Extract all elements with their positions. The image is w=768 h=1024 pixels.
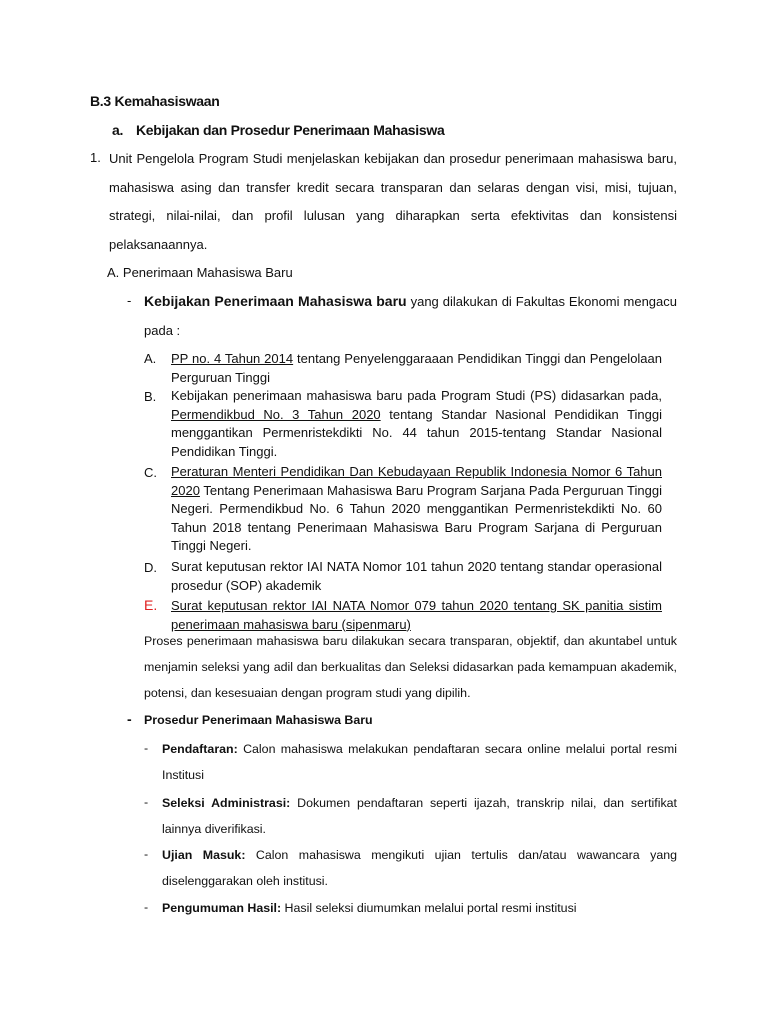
ref-e-link[interactable]: Surat keputusan rektor IAI NATA Nomor 079 tahun 2020 tentang SK panitia sistim penerimaan mahasiswa baru (sipenmaru): [171, 598, 662, 632]
step-2-text: [162, 790, 677, 842]
part-a-label: A. Penerimaan Mahasiswa Baru: [107, 265, 293, 280]
ref-b-marker: B.: [144, 389, 157, 404]
ref-d-text: Surat keputusan rektor IAI NATA Nomor 101 tahun 2020 tentang standar operasional prosedur (SOP) akademik: [171, 559, 662, 593]
step-3-dash: -: [144, 847, 149, 861]
ref-c-text: [171, 463, 662, 556]
ref-d-marker: D.: [144, 560, 157, 575]
section-title: B.3 Kemahasiswaan: [90, 93, 220, 109]
step-3-label: Ujian Masuk:: [162, 848, 246, 862]
step-1-text: [162, 736, 677, 788]
step-1-dash: -: [144, 741, 149, 755]
ref-e-marker: E.: [144, 597, 158, 613]
kebijakan-dash: -: [127, 293, 132, 308]
ref-c-marker: C.: [144, 465, 157, 480]
subsection-title: Kebijakan dan Prosedur Penerimaan Mahasiswa: [136, 122, 445, 138]
kebijakan-paragraph: [144, 287, 677, 345]
ref-b-text: [171, 387, 662, 461]
subsection-marker: a.: [112, 122, 124, 138]
item-1-marker: 1.: [90, 150, 101, 165]
step-2-dash: -: [144, 795, 149, 809]
ref-b-pre: Kebijakan penerimaan mahasiswa baru pada Program Studi (PS) didasarkan pada,: [171, 388, 662, 403]
step-2-desc: Dokumen pendaftaran seperti ijazah, transkrip nilai, dan sertifikat lainnya diverifikasi.: [162, 796, 677, 836]
item-1-text: Unit Pengelola Program Studi menjelaskan kebijakan dan prosedur penerimaan mahasiswa baru, mahasiswa asing dan transfer kredit secara transparan dan selaras dengan visi, misi, tujuan, strategi, nilai-nilai, dan profil lulusan yang diharapkan serta efektivitas dan konsistensi pelaksanaannya.: [109, 151, 677, 252]
step-4-dash: -: [144, 900, 149, 914]
ref-b-rest: tentang Standar Nasional Pendidikan Tinggi menggantikan Permenristekdikti No. 44 tahun 2015-tentang Standar Nasional Pendidikan Tinggi.: [171, 406, 662, 459]
step-1-desc: Calon mahasiswa melakukan pendaftaran secara online melalui portal resmi Institusi: [162, 742, 677, 782]
ref-b-link[interactable]: Permendikbud No. 3 Tahun 2020: [171, 406, 381, 422]
step-4-text: [162, 895, 677, 921]
prosedur-dash: -: [127, 711, 132, 727]
step-2-label: Seleksi Administrasi:: [162, 796, 291, 810]
ref-a-link[interactable]: PP no. 4 Tahun 2014: [171, 351, 294, 366]
ref-a-marker: A.: [144, 351, 157, 366]
proses-paragraph: Proses penerimaan mahasiswa baru dilakukan secara transparan, objektif, dan akuntabel untuk menjamin seleksi yang adil dan berkualitas dan Seleksi didasarkan pada kemampuan akademik, potensi, dan kesesuaian dengan program studi yang dipilih.: [144, 634, 677, 700]
kebijakan-rest: yang dilakukan di Fakultas Ekonomi mengacu pada :: [144, 294, 677, 338]
kebijakan-bold: Kebijakan Penerimaan Mahasiswa baru: [144, 293, 407, 309]
ref-a-rest: tentang Penyelenggaraaan Pendidikan Tinggi dan Pengelolaan Perguruan Tinggi: [171, 351, 663, 385]
ref-c-link[interactable]: Peraturan Menteri Pendidikan Dan Kebudayaan Republik Indonesia Nomor 6 Tahun 2020: [171, 464, 662, 498]
ref-c-rest: Tentang Penerimaan Mahasiswa Baru Program Sarjana Pada Perguruan Tinggi Negeri. Permendikbud No. 6 Tahun 2020 menggantikan Permenristekdikti No. 60 Tahun 2018 tentang Penerimaan Mahasiswa Baru Program Sarjana di Perguruan Tinggi Negeri.: [171, 482, 662, 554]
step-4-desc: Hasil seleksi diumumkan melalui portal resmi institusi: [281, 901, 577, 915]
ref-a-text: [171, 350, 662, 387]
step-3-text: [162, 842, 677, 894]
prosedur-title: Prosedur Penerimaan Mahasiswa Baru: [144, 713, 373, 727]
step-4-label: Pengumuman Hasil:: [162, 901, 282, 915]
step-3-desc: Calon mahasiswa mengikuti ujian tertulis dan/atau wawancara yang diselenggarakan oleh institusi.: [162, 848, 677, 888]
step-1-label: Pendaftaran:: [162, 742, 238, 756]
